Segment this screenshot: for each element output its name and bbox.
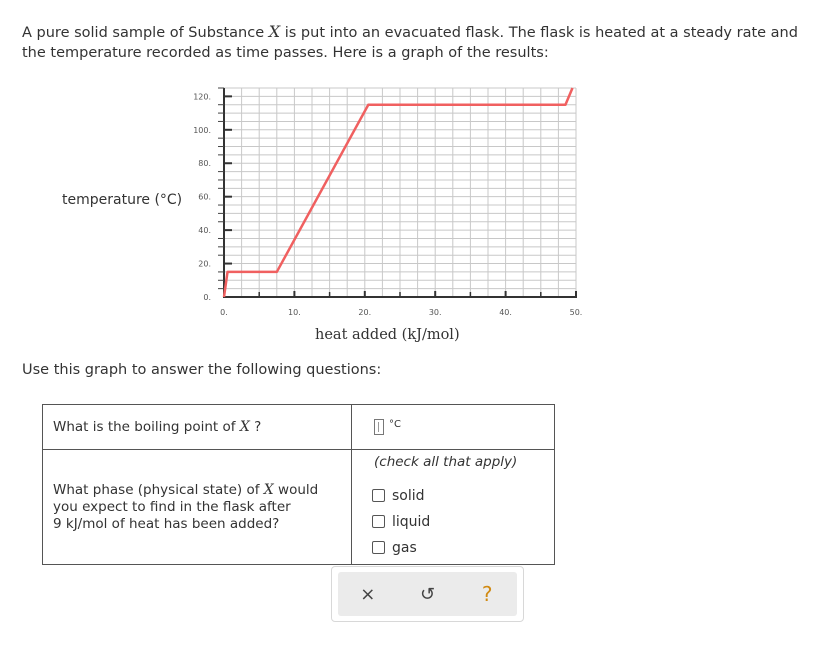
x-axis-label: heat added (kJ/mol): [315, 327, 460, 343]
y-tick-label: 0.: [203, 293, 211, 302]
check-hint: (check all that apply): [374, 453, 518, 470]
answer-toolbar: [331, 566, 524, 622]
question-phase: [43, 450, 352, 565]
undo-button[interactable]: ↺: [419, 583, 436, 605]
intro-text-end: is put into an evacuated flask. The flask is heated at a steady rate and the temperature recorded as time passes. Here is a graph of the results:: [22, 25, 798, 61]
y-tick-label: 120.: [193, 92, 211, 102]
y-tick-label: 60.: [198, 192, 211, 202]
option-solid[interactable]: [372, 483, 554, 509]
answer-phase: [352, 450, 555, 565]
x-tick-label: 20.: [358, 308, 372, 317]
q2-line2: you expect to find in the flask after: [53, 498, 291, 515]
q1-prefix: What is the boiling point of: [53, 419, 240, 435]
x-tick-label: 50.: [569, 308, 583, 317]
x-tick-label: 0.: [220, 308, 228, 317]
instructions-text: Use this graph to answer the following questions:: [22, 362, 382, 378]
y-tick-label: 80.: [198, 159, 211, 169]
q2-line1: [53, 482, 351, 499]
toolbar-inner: [338, 572, 517, 616]
answer-boiling-point: [352, 405, 555, 450]
help-button[interactable]: ?: [481, 582, 493, 606]
q2-variable: X: [263, 481, 274, 498]
q2-line1-suffix: would: [273, 481, 319, 498]
x-tick-label: 10.: [288, 308, 301, 317]
y-tick-label: 100.: [193, 125, 211, 135]
question-boiling-point: [43, 405, 352, 450]
q1-suffix: ?: [249, 419, 262, 435]
option-gas-label: gas: [392, 539, 417, 556]
q1-variable: X: [239, 419, 250, 435]
question-table: [42, 404, 555, 565]
q2-line1-prefix: What phase (physical state) of: [53, 481, 264, 498]
y-axis-label: temperature (°C): [62, 192, 183, 208]
checkbox-gas[interactable]: [372, 541, 385, 554]
y-tick-label: 20.: [198, 259, 211, 269]
option-liquid[interactable]: [372, 509, 554, 535]
option-gas[interactable]: [372, 535, 554, 561]
substance-variable: X: [268, 22, 281, 41]
boiling-point-input[interactable]: [374, 419, 384, 435]
x-tick-label: 40.: [499, 308, 512, 317]
clear-button[interactable]: ×: [360, 583, 376, 605]
checkbox-solid[interactable]: [372, 489, 385, 502]
y-tick-label: 40.: [198, 226, 211, 236]
unit-celsius: °C: [389, 419, 401, 430]
intro-text-start: A pure solid sample of Substance: [22, 25, 269, 41]
option-solid-label: solid: [392, 487, 425, 504]
option-liquid-label: liquid: [392, 513, 431, 530]
q2-line3: 9 kJ/mol of heat has been added?: [53, 515, 280, 532]
x-tick-label: 30.: [428, 308, 442, 317]
checkbox-liquid[interactable]: [372, 515, 385, 528]
